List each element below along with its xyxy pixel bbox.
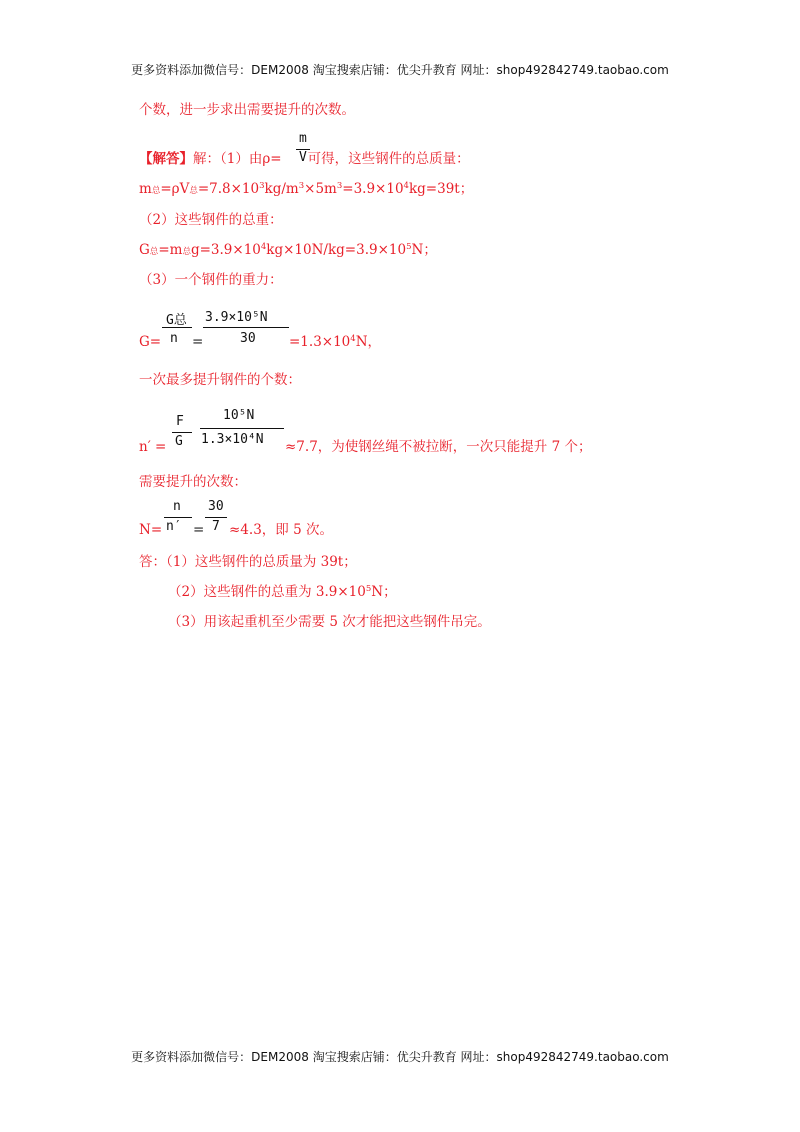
answer-2-sup-5: 5 [365,584,372,594]
intro-line: 个数，进一步求出需要提升的次数。 [139,102,355,118]
g-value-denominator: 30 [240,331,256,346]
fg-value-fraction-bar [200,428,284,429]
N-result: ≈4.3，即 5 次。 [229,522,333,538]
weight-eq-end: N； [411,242,437,258]
mass-sup-3c: 3 [336,181,343,191]
mass-eq-unit: kg/m [264,181,299,197]
fg-value-denominator: 1.3×10⁴N [201,432,264,447]
N-prefix: N= [139,522,163,538]
mass-eq-density: =7.8×10 [197,181,260,197]
answer-3: （3）用该起重机至少需要 5 次才能把这些钢件吊完。 [168,614,491,630]
g-result-sup-4: 4 [350,334,356,344]
g-result-value: =1.3×10 [289,334,351,350]
weight-sup-4: 4 [260,242,267,252]
answer-1: 答：（1）这些钢件的总质量为 39t； [139,554,357,570]
fg-denominator: G [175,434,183,449]
rho-denominator: V [299,150,307,165]
n-prime-result: ≈7.7，为使钢丝绳不被拉断，一次只能提升 7 个； [285,439,592,455]
page-footer: 更多资料添加微信号：DEM2008 淘宝搜索店铺：优尖升教育 网址：shop492842749.taobao.com [131,1050,669,1064]
weight-eq-m: =m [158,242,183,258]
weight-sub-total-2: 总 [182,247,191,257]
g-total-numerator: G总 [166,313,187,328]
mass-equation [139,180,473,200]
g-value-numerator: 3.9×10⁵N [205,310,268,325]
fg-value-numerator: 10⁵N [223,408,255,423]
g-result-end: N， [355,334,382,350]
part3-line: （3）一个钢件的重力： [139,272,283,288]
page-header: 更多资料添加微信号：DEM2008 淘宝搜索店铺：优尖升教育 网址：shop492842749.taobao.com [131,63,669,77]
weight-eq-mass: g=3.9×10 [190,242,261,258]
weight-sup-5: 5 [406,242,412,252]
nn-numerator: n [173,499,181,514]
g-total-fraction-bar [162,327,192,328]
part2-line: （2）这些钢件的总重： [139,212,283,228]
answer-2-text: （2）这些钢件的总重为 3.9×10 [168,584,366,600]
max-count-line: 一次最多提升钢件的个数： [139,372,301,388]
mass-eq-rhov: =ρV [160,181,190,197]
answer-2 [168,583,397,601]
weight-equation [139,241,437,261]
nn-value-numerator: 30 [208,499,224,514]
mass-sub-total: 总 [151,186,161,196]
mass-eq-end: kg=39t； [408,181,474,197]
answer-start-cont: 可得，这些钢件的总质量： [307,151,470,167]
mass-eq-volume: ×5m [304,181,337,197]
g-total-denominator: n [170,331,178,346]
g-result [289,333,381,351]
answer-2-end: N； [371,584,397,600]
nn-denominator: n′ [166,519,182,534]
nn-value-fraction-bar [205,517,227,518]
mass-sub-total-2: 总 [189,186,198,196]
mass-sup-4: 4 [403,181,409,191]
answer-tag: 【解答】 [139,151,193,167]
fg-numerator: F [176,414,184,429]
g-equals: = [192,334,204,350]
weight-eq-calc: kg×10N/kg=3.9×10 [266,242,407,258]
rho-numerator: m [299,131,307,146]
nn-value-denominator: 7 [212,519,220,534]
n-prime-prefix: n′ = [139,439,167,455]
nn-fraction-bar [164,517,192,518]
mass-eq-m: m [139,181,152,197]
N-equals: = [193,522,205,538]
fg-fraction-bar [172,432,192,433]
mass-sup-3b: 3 [298,181,305,191]
times-needed-line: 需要提升的次数： [139,474,247,490]
weight-eq-g: G [139,242,150,258]
mass-eq-result: =3.9×10 [342,181,404,197]
answer-start: 解：（1）由ρ= [193,151,282,167]
g-value-fraction-bar [203,327,289,328]
g-prefix: G= [139,334,162,350]
mass-sup-3a: 3 [259,181,265,191]
weight-sub-total: 总 [149,247,159,257]
